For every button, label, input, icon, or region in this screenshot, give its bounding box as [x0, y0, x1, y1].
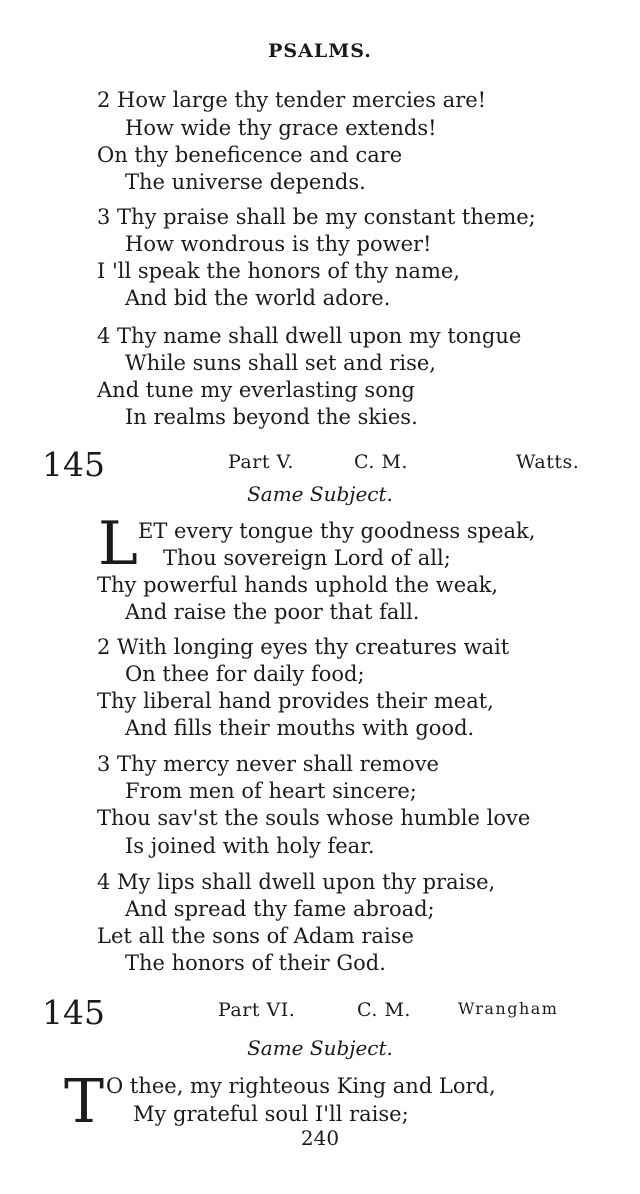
verse-line: Is joined with holy fear.: [125, 834, 375, 858]
verse-line: I 'll speak the honors of thy name,: [97, 259, 460, 283]
verse-line: On thy beneficence and care: [97, 143, 403, 167]
verse-line: My grateful soul I'll raise;: [133, 1102, 409, 1126]
verse-line: From men of heart sincere;: [125, 779, 417, 803]
hymn-number: 145: [42, 445, 105, 484]
page-number: 240: [300, 1126, 340, 1150]
verse-line: 4 My lips shall dwell upon thy praise,: [97, 870, 496, 894]
verse-line: And fills their mouths with good.: [125, 716, 475, 740]
verse-line: Let all the sons of Adam raise: [97, 924, 414, 948]
hymn-part: Part V.: [228, 451, 294, 473]
verse-line: 4 Thy name shall dwell upon my tongue: [97, 324, 522, 348]
verse-line: And bid the world adore.: [125, 286, 391, 310]
verse-line: And raise the poor that fall.: [125, 600, 420, 624]
verse-line: 2 How large thy tender mercies are!: [97, 88, 487, 112]
verse-line: 2 With longing eyes thy creatures wait: [97, 635, 510, 659]
verse-line: ET every tongue thy goodness speak,: [138, 519, 536, 543]
hymn-subject: Same Subject.: [247, 482, 393, 506]
verse-line: The universe depends.: [125, 170, 366, 194]
hymn-part: Part VI.: [218, 999, 296, 1021]
verse-line: O thee, my righteous King and Lord,: [106, 1074, 496, 1098]
verse-line: How wide thy grace extends!: [125, 116, 437, 140]
verse-line: In realms beyond the skies.: [125, 405, 418, 429]
hymn-author: Watts.: [516, 451, 580, 473]
verse-line: The honors of their God.: [125, 951, 386, 975]
verse-line: On thee for daily food;: [125, 662, 365, 686]
hymn-subject: Same Subject.: [247, 1036, 393, 1060]
verse-line: While suns shall set and rise,: [125, 351, 436, 375]
hymn-number: 145: [42, 993, 105, 1032]
verse-line: How wondrous is thy power!: [125, 232, 432, 256]
hymn-meter: C. M.: [357, 999, 411, 1021]
drop-cap: L: [98, 509, 138, 579]
hymn-author: Wrangham: [458, 999, 559, 1018]
verse-line: Thou sovereign Lord of all;: [163, 546, 451, 570]
verse-line: Thy liberal hand provides their meat,: [97, 689, 494, 713]
drop-cap: T: [64, 1067, 105, 1137]
verse-line: 3 Thy praise shall be my constant theme;: [97, 205, 536, 229]
verse-line: Thou sav'st the souls whose humble love: [97, 806, 531, 830]
verse-line: And spread thy fame abroad;: [125, 897, 435, 921]
hymn-meter: C. M.: [354, 451, 408, 473]
verse-line: Thy powerful hands uphold the weak,: [97, 573, 499, 597]
verse-line: 3 Thy mercy never shall remove: [97, 752, 439, 776]
verse-line: And tune my everlasting song: [97, 378, 415, 402]
running-head: PSALMS.: [268, 40, 372, 62]
